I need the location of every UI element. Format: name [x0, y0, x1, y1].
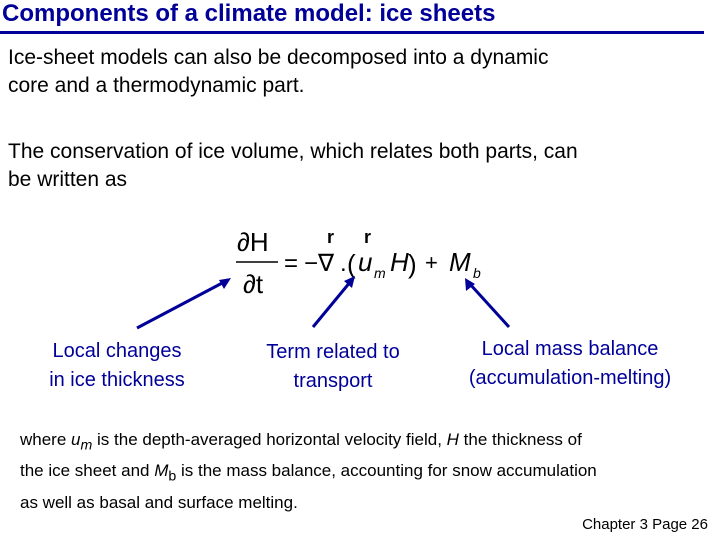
eq-plus: + [425, 250, 438, 275]
eq-open-paren: ( [347, 249, 356, 279]
label-mass-balance-line-1: Local mass balance [481, 338, 659, 360]
arrow-local-changes [137, 281, 226, 328]
explanation-where: where [20, 430, 72, 449]
arrow-transport [313, 281, 351, 327]
explanation-line-3: as well as basal and surface melting. [20, 492, 298, 512]
explanation-u-subscript: m [80, 437, 93, 454]
label-local-changes-line-1: Local changes [52, 340, 182, 362]
explanation-ice-sheet-text: the ice sheet and [20, 461, 155, 481]
label-local-changes-line-2: in ice thickness [49, 369, 185, 391]
slide-title: Components of a climate model: ice sheets [2, 0, 496, 27]
label-local-changes [22, 337, 212, 395]
label-transport-line-2: transport [293, 370, 373, 392]
eq-close-paren: ) [408, 249, 417, 279]
explanation-M-subscript: b [168, 468, 177, 485]
eq-H: H [390, 247, 409, 277]
eq-vector-mark-2: r [364, 227, 372, 247]
label-transport-line-1: Term related to [266, 341, 400, 363]
explanation-M-symbol: M [154, 461, 169, 481]
conservation-line-2: be written as [8, 168, 128, 191]
eq-M: M [449, 247, 471, 277]
explanation-u-symbol: u [71, 430, 81, 449]
annotation-arrows [137, 276, 509, 328]
explanation-paragraph [20, 427, 710, 515]
label-mass-balance [440, 335, 700, 393]
eq-equals: = [284, 250, 299, 277]
eq-u: u [358, 247, 373, 277]
explanation-velocity-text: is the depth-averaged horizontal velocity field, [92, 430, 447, 449]
label-transport [236, 338, 430, 396]
explanation-thickness-text: the thickness of [458, 430, 582, 449]
eq-lhs-denominator: ∂t [243, 269, 264, 299]
page-footer: Chapter 3 Page 26 [582, 516, 708, 533]
explanation-line-2 [20, 458, 710, 489]
intro-line-1: Ice-sheet models can also be decomposed into a dynamic [8, 46, 549, 69]
eq-vector-mark-1: r [327, 227, 335, 247]
intro-line-2: core and a thermodynamic part. [8, 74, 305, 97]
arrow-mass-balance [469, 283, 509, 327]
explanation-mass-balance-text: is the mass balance, accounting for snow accumulation [176, 461, 597, 481]
explanation-H-symbol: H [446, 430, 459, 449]
explanation-line-1 [20, 427, 710, 458]
eq-minus-nabla: −∇ [304, 250, 335, 277]
label-mass-balance-line-2: (accumulation-melting) [468, 367, 672, 389]
eq-u-subscript: m [374, 265, 386, 281]
conservation-line-1: The conservation of ice volume, which relates both parts, can [8, 140, 578, 163]
eq-M-subscript: b [473, 265, 481, 281]
eq-dot: . [340, 250, 347, 277]
eq-lhs-numerator: ∂H [237, 227, 269, 257]
ice-volume-equation [236, 227, 481, 299]
